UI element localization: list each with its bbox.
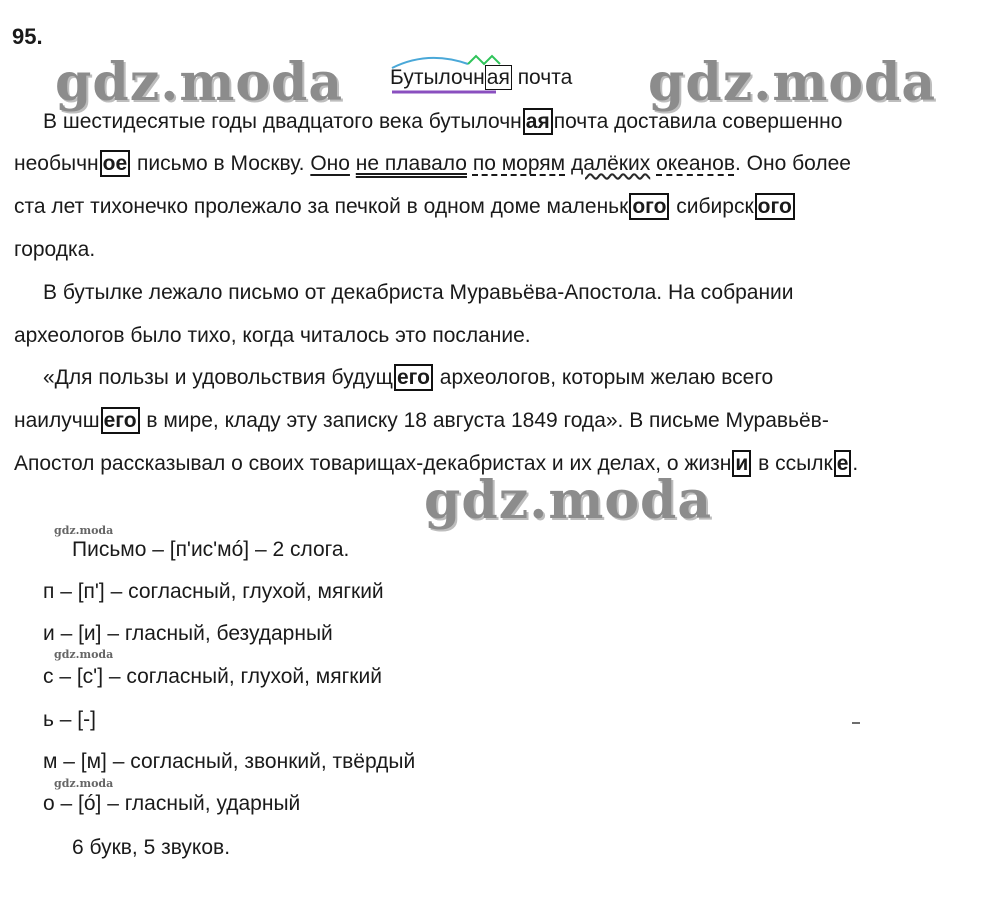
circumstance: по морям	[472, 152, 566, 175]
text-line: В шестидесятые годы двадцатого века бутылочн ая почта доставила совершенно	[43, 110, 843, 133]
analysis-summary: 6 букв, 5 звуков.	[72, 836, 231, 859]
exercise-number: 95.	[12, 24, 43, 49]
letter-analysis: с – [с'] – согласный, глухой, мягкий	[43, 665, 382, 688]
watermark-small: gdz.moda	[54, 648, 114, 661]
ending-box: ое	[100, 150, 131, 177]
attribute: далёких	[570, 152, 651, 175]
text-line: ста лет тихонечко пролежало за печкой в одном доме маленьк ого сибирск ого	[14, 193, 796, 221]
predicate: не плавало	[355, 152, 467, 175]
ending-box: ого	[629, 193, 669, 220]
text-line: наилучш его в мире, кладу эту записку 18 августа 1849 года». В письме Муравьёв-	[14, 409, 829, 432]
watermark: gdz.moda	[55, 52, 344, 113]
stray-mark	[852, 722, 860, 724]
analysis-header: Письмо – [п'ис'мó] – 2 слога.	[72, 538, 350, 561]
watermark-small: gdz.moda	[54, 524, 114, 537]
ending-box: ая	[486, 66, 510, 89]
watermark: gdz.moda	[424, 470, 713, 531]
suffix-mark	[468, 56, 500, 64]
letter-analysis: п – [п'] – согласный, глухой, мягкий	[43, 580, 384, 603]
ending-box: его	[394, 364, 433, 391]
subject: Оно	[310, 152, 350, 175]
text-line: необычн ое письмо в Москву. Оно не плавало по морям далёких океанов. Оно более	[14, 152, 851, 175]
ending-box: е	[834, 450, 852, 477]
watermark-small: gdz.moda	[54, 777, 114, 790]
ending-box: ого	[755, 193, 795, 220]
circumstance: океанов	[656, 152, 735, 175]
text-line: «Для пользы и удовольствия будущ его археологов, которым желаю всего	[43, 366, 774, 389]
letter-analysis: ь – [-]	[43, 708, 96, 731]
watermark: gdz.moda	[648, 52, 937, 113]
letter-analysis: м – [м] – согласный, звонкий, твёрдый	[43, 750, 416, 773]
text-title: Бутылочная почта	[390, 66, 573, 89]
ending-box: и	[732, 450, 751, 477]
text-line: городка.	[14, 238, 96, 261]
text-line: археологов было тихо, когда читалось это послание.	[14, 324, 531, 347]
text-line: Апостол рассказывал о своих товарищах-декабристах и их делах, о жизн и в ссылк е .	[14, 452, 859, 475]
letter-analysis: и – [и] – гласный, безударный	[43, 622, 333, 645]
text-line: В бутылке лежало письмо от декабриста Муравьёва-Апостола. На собрании	[43, 281, 794, 304]
ending-box: его	[101, 407, 140, 434]
letter-analysis: о – [ó] – гласный, ударный	[43, 792, 301, 815]
ending-box: ая	[523, 108, 553, 135]
